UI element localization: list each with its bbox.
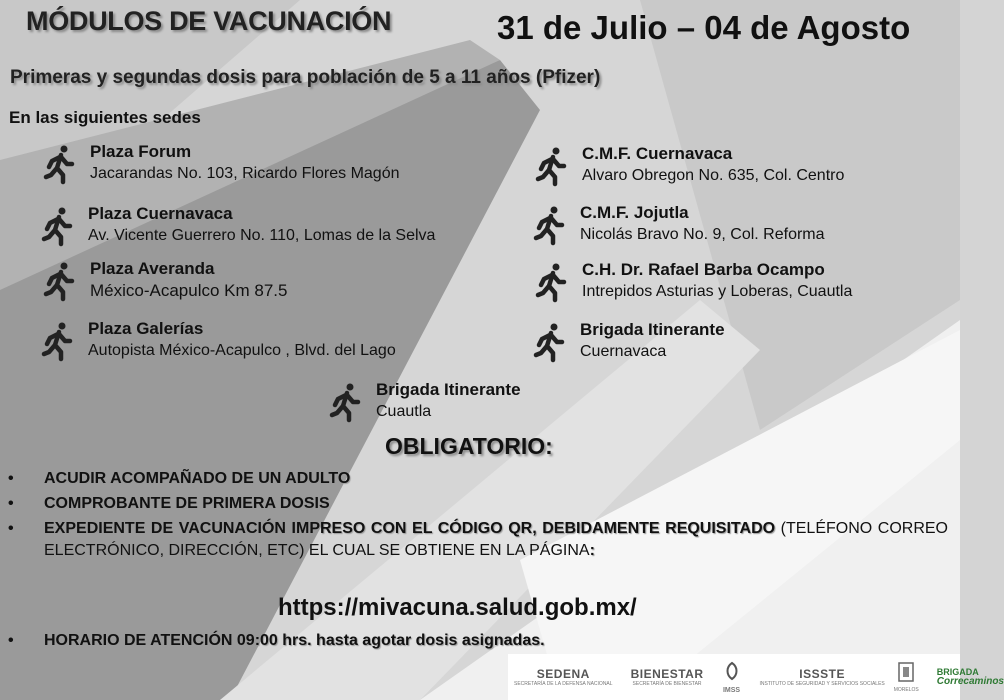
obligatorio-heading: OBLIGATORIO: bbox=[385, 433, 553, 459]
requirement-item bbox=[8, 518, 948, 562]
morelos-emblem-icon bbox=[896, 661, 916, 687]
bullet: • bbox=[8, 470, 14, 487]
walking-person-icon bbox=[534, 146, 568, 186]
issste-subtext: INSTITUTO DE SEGURIDAD Y SERVICIOS SOCIALES bbox=[759, 681, 885, 687]
venue-name: Brigada Itinerante bbox=[376, 380, 521, 399]
imss-logo bbox=[722, 661, 742, 694]
sedes-label: En las siguientes sedes bbox=[9, 108, 201, 127]
venue-address: Intrepidos Asturias y Loberas, Cuautla bbox=[582, 283, 853, 300]
venue-name: Plaza Averanda bbox=[90, 259, 215, 278]
correcaminos-text: Correcaminos bbox=[936, 676, 1004, 687]
walking-person-icon bbox=[42, 261, 76, 301]
bienestar-text: BIENESTAR bbox=[630, 667, 704, 681]
venue-address: Nicolás Bravo No. 9, Col. Reforma bbox=[580, 226, 825, 243]
venue-name: Plaza Galerías bbox=[88, 319, 204, 338]
venue-name: Plaza Forum bbox=[90, 142, 192, 161]
venue-plaza-averanda bbox=[42, 258, 287, 301]
requirement-text: EXPEDIENTE DE VACUNACIÓN IMPRESO CON EL CÓDIGO QR, DEBIDAMENTE REQUISITADO bbox=[44, 520, 776, 537]
walking-person-icon bbox=[532, 205, 566, 245]
morelos-text: MORELOS bbox=[893, 687, 919, 693]
requirement-item bbox=[8, 630, 948, 652]
venue-address: Cuautla bbox=[376, 403, 432, 420]
venue-address: Cuernavaca bbox=[580, 343, 667, 360]
venue-plaza-galerias bbox=[40, 318, 396, 361]
walking-person-icon bbox=[40, 321, 74, 361]
walking-person-icon bbox=[42, 144, 76, 184]
requirement-item bbox=[8, 468, 948, 490]
bullet: • bbox=[8, 495, 14, 512]
walking-person-icon bbox=[328, 382, 362, 422]
page-title: MÓDULOS DE VACUNACIÓN bbox=[26, 6, 392, 36]
requirement-item bbox=[8, 493, 948, 515]
venue-name: C.M.F. Cuernavaca bbox=[582, 144, 733, 163]
bullet: • bbox=[8, 520, 14, 537]
venue-brigada-cuernavaca bbox=[532, 319, 725, 362]
bienestar-subtext: SECRETARÍA DE BIENESTAR bbox=[632, 681, 702, 687]
walking-person-icon bbox=[532, 322, 566, 362]
walking-person-icon bbox=[40, 206, 74, 246]
venue-name: Brigada Itinerante bbox=[580, 320, 725, 339]
venue-name: C.M.F. Jojutla bbox=[580, 203, 689, 222]
venue-address: Autopista México-Acapulco , Blvd. del Lago bbox=[88, 342, 396, 359]
morelos-logo bbox=[894, 661, 919, 693]
walking-person-icon bbox=[534, 262, 568, 302]
date-range: 31 de Julio – 04 de Agosto bbox=[497, 9, 911, 46]
venue-address: México-Acapulco Km 87.5 bbox=[90, 281, 288, 300]
requirement-colon: : bbox=[589, 542, 595, 559]
sedena-logo bbox=[514, 667, 613, 687]
subtitle: Primeras y segundas dosis para población de 5 a 11 años (Pfizer) bbox=[10, 67, 601, 88]
sedena-subtext: SECRETARÍA DE LA DEFENSA NACIONAL bbox=[514, 681, 613, 687]
venue-name: C.H. Dr. Rafael Barba Ocampo bbox=[582, 260, 825, 279]
sedena-text: SEDENA bbox=[536, 667, 590, 681]
venue-cmf-jojutla bbox=[532, 202, 825, 245]
venue-plaza-cuernavaca bbox=[40, 203, 435, 246]
venue-address: Av. Vicente Guerrero No. 110, Lomas de la Selva bbox=[88, 227, 436, 244]
venue-ch-rafael-barba bbox=[534, 259, 852, 302]
requirement-text: ACUDIR ACOMPAÑADO DE UN ADULTO bbox=[44, 470, 351, 487]
requirement-detail: (TELÉFONO CORREO ELECTRÓNICO, DIRECCIÓN, ETC) EL CUAL SE OBTIENE EN LA PÁGINA bbox=[44, 520, 949, 559]
venue-brigada-cuautla bbox=[328, 379, 521, 422]
bullet: • bbox=[8, 632, 14, 649]
venue-name: Plaza Cuernavaca bbox=[88, 204, 233, 223]
brigada-text: BRIGADA bbox=[936, 667, 979, 677]
venue-address: Alvaro Obregon No. 635, Col. Centro bbox=[582, 167, 845, 184]
venue-address: Jacarandas No. 103, Ricardo Flores Magón bbox=[90, 165, 400, 182]
issste-text: ISSSTE bbox=[799, 667, 845, 681]
footer-logos bbox=[508, 654, 1004, 700]
registration-url[interactable]: https://mivacuna.salud.gob.mx/ bbox=[278, 594, 637, 621]
requirement-text: HORARIO DE ATENCIÓN 09:00 hrs. hasta agotar dosis asignadas. bbox=[44, 632, 545, 649]
venue-plaza-forum bbox=[42, 141, 400, 184]
venue-cmf-cuernavaca bbox=[534, 143, 844, 186]
issste-logo bbox=[760, 667, 885, 687]
imss-text: IMSS bbox=[722, 686, 741, 694]
bienestar-logo bbox=[631, 667, 704, 687]
imss-emblem-icon bbox=[722, 661, 742, 687]
brigada-logo bbox=[937, 667, 1004, 687]
requirement-text: COMPROBANTE DE PRIMERA DOSIS bbox=[44, 495, 330, 512]
